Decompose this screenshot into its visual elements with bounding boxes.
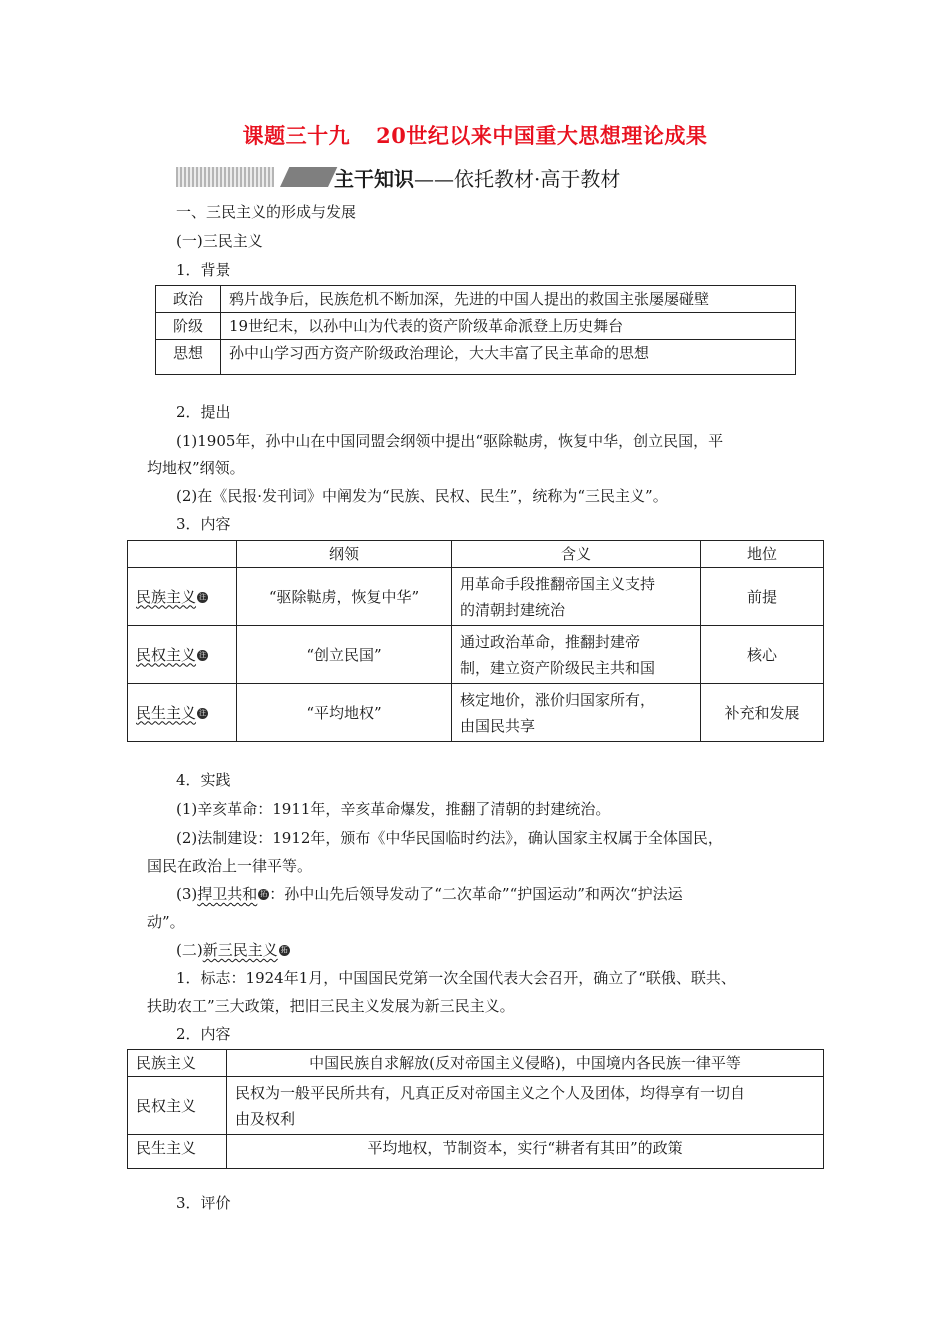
cell-line: 制，建立资产阶级民主共和国	[460, 658, 656, 677]
paragraph-line: 均地权”纲领。	[147, 459, 245, 477]
paragraph-line: 动”。	[147, 913, 185, 931]
section-banner	[176, 163, 716, 191]
table-header: 含义	[452, 541, 701, 568]
table-header: 地位	[701, 541, 824, 568]
expand-tag: 拓	[260, 890, 268, 898]
item-heading: 1．背景	[176, 261, 231, 279]
banner-sub: ——依托教材·高于教材	[414, 167, 621, 191]
table-cell: 思想	[156, 340, 221, 375]
table-cell	[128, 684, 237, 742]
table-row	[128, 1050, 824, 1077]
note-tag: 注	[199, 708, 207, 717]
table-cell: 孙中山学习西方资产阶级政治理论，大大丰富了民主革命的思想	[221, 340, 796, 375]
table-cell: 民族主义	[128, 1050, 227, 1077]
table-cell: 核心	[701, 626, 824, 684]
note-tag: 注	[199, 592, 207, 601]
table-cell	[128, 626, 237, 684]
table-cell: 政治	[156, 286, 221, 313]
subsection-heading	[176, 940, 290, 960]
table-cell: “创立民国”	[237, 626, 452, 684]
table-cell: “平均地权”	[237, 684, 452, 742]
table-row	[128, 1077, 824, 1135]
item-heading: 3．内容	[176, 515, 231, 533]
item-heading: 3．评价	[176, 1194, 231, 1212]
new-principles-table	[127, 1049, 824, 1169]
table-cell: 民生主义	[128, 1135, 227, 1169]
cell-line: 通过政治革命，推翻封建帝	[460, 632, 641, 651]
table-cell: 鸦片战争后，民族危机不断加深，先进的中国人提出的救国主张屡屡碰壁	[221, 286, 796, 313]
paragraph-line: (1)辛亥革命：1911年，辛亥革命爆发，推翻了清朝的封建统治。	[176, 800, 611, 818]
line-prefix: (3)	[176, 885, 198, 903]
item-heading: 2．提出	[176, 403, 231, 421]
table-row	[128, 1135, 824, 1169]
table-row	[128, 626, 824, 684]
table-cell: 中国民族自求解放(反对帝国主义侵略)，中国境内各民族一律平等	[227, 1050, 824, 1077]
table-cell: 补充和发展	[701, 684, 824, 742]
table-cell	[452, 568, 701, 626]
term: 民生主义	[136, 703, 197, 722]
table-cell: 平均地权，节制资本，实行“耕者有其田”的政策	[227, 1135, 824, 1169]
paragraph-line: 扶助农工”三大政策，把旧三民主义发展为新三民主义。	[147, 997, 515, 1015]
subsection-heading: (一)三民主义	[176, 232, 263, 250]
table-header: 纲领	[237, 541, 452, 568]
paragraph-line: 1．标志：1924年1月，中国国民党第一次全国代表大会召开，确立了“联俄、联共、	[176, 969, 736, 987]
term: 民族主义	[136, 587, 197, 606]
table-row	[128, 684, 824, 742]
table-cell: 前提	[701, 568, 824, 626]
table-row	[156, 286, 796, 313]
table-cell	[227, 1077, 824, 1135]
item-heading: 4．实践	[176, 771, 231, 789]
paragraph-line: (1)1905年，孙中山在中国同盟会纲领中提出“驱除鞑虏，恢复中华，创立民国，平	[176, 432, 724, 450]
table-header-row	[128, 541, 824, 568]
title-part1: 课题三十九	[242, 123, 351, 148]
item-heading: 2．内容	[176, 1025, 231, 1043]
cell-line: 用革命手段推翻帝国主义支持	[460, 574, 656, 593]
table-row	[156, 340, 796, 375]
paragraph-line: (2)在《民报·发刊词》中阐发为“民族、民权、民生”，统称为“三民主义”。	[176, 487, 668, 505]
banner-hatch-decoration	[176, 167, 274, 187]
term: 民权主义	[136, 645, 197, 664]
table-cell: “驱除鞑虏，恢复中华”	[237, 568, 452, 626]
page-title	[0, 120, 950, 150]
cell-line: 民权为一般平民所共有，凡真正反对帝国主义之个人及团体，均得享有一切自	[235, 1083, 746, 1102]
paragraph-line: (2)法制建设：1912年，颁布《中华民国临时约法》，确认国家主权属于全体国民，	[176, 829, 723, 847]
banner-text	[334, 163, 620, 192]
cell-line: 由及权利	[235, 1109, 296, 1128]
table-cell: 19世纪末，以孙中山为代表的资产阶级革命派登上历史舞台	[221, 313, 796, 340]
table-cell	[452, 626, 701, 684]
cell-line: 由国民共享	[460, 716, 536, 735]
expand-tag: 拓	[280, 946, 288, 954]
content-table	[127, 540, 824, 742]
paragraph-line	[176, 884, 683, 904]
table-header	[128, 541, 237, 568]
note-tag: 注	[199, 650, 207, 659]
term: 新三民主义	[202, 941, 278, 959]
table-cell	[128, 568, 237, 626]
line-rest: ：孙中山先后领导发动了“二次革命”“护国运动”和两次“护法运	[269, 885, 683, 903]
banner-slash-decoration	[280, 167, 337, 187]
title-part2: 20世纪以来中国重大思想理论成果	[376, 123, 708, 148]
table-row	[128, 568, 824, 626]
table-cell: 阶级	[156, 313, 221, 340]
cell-line: 核定地价，涨价归国家所有，	[460, 690, 656, 709]
term: 捍卫共和	[197, 885, 258, 903]
line-prefix: (二)	[176, 941, 203, 959]
banner-main: 主干知识	[334, 167, 414, 191]
table-cell	[452, 684, 701, 742]
section-heading: 一、三民主义的形成与发展	[176, 203, 357, 221]
paragraph-line: 国民在政治上一律平等。	[147, 857, 313, 875]
table-cell: 民权主义	[128, 1077, 227, 1135]
table-row	[156, 313, 796, 340]
background-table	[155, 285, 796, 375]
cell-line: 的清朝封建统治	[460, 600, 566, 619]
